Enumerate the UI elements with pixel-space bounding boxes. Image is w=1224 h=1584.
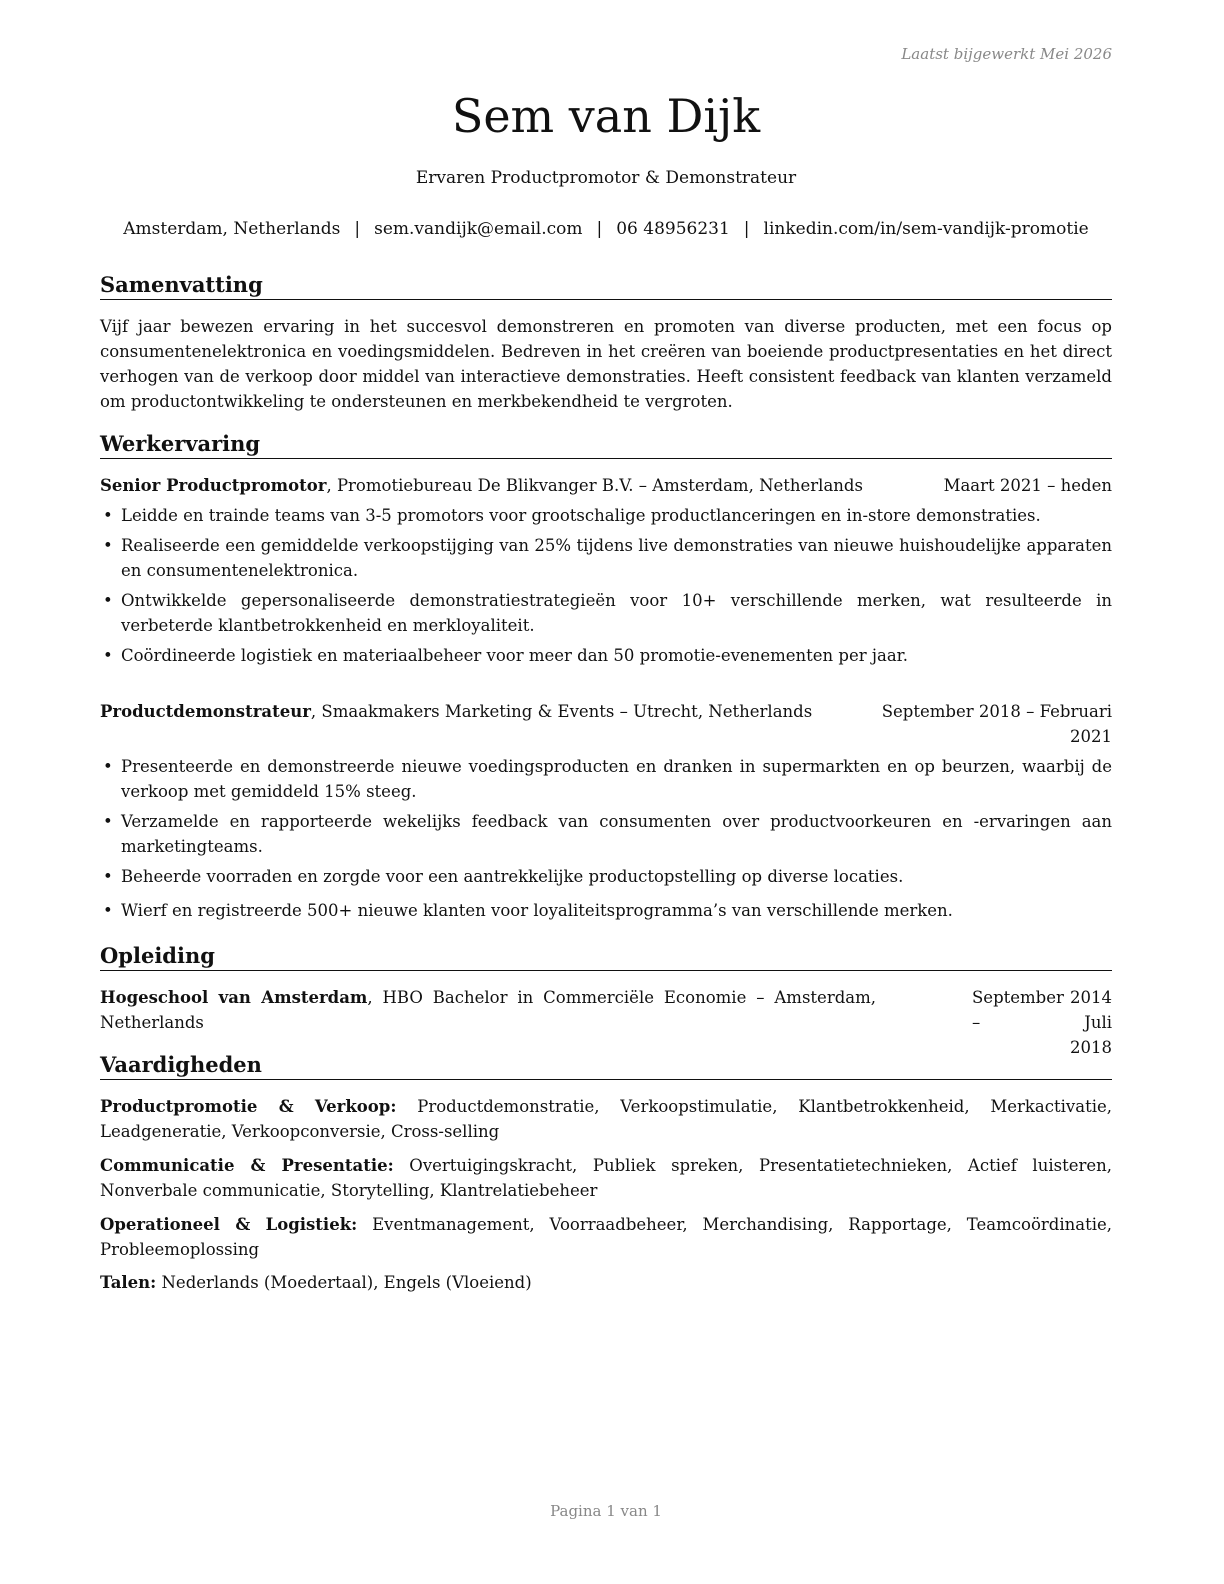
contact-separator: | [354,219,361,239]
skills-heading: Vaardigheden [100,1051,1112,1080]
skill-value: Overtuigingskracht, Publiek spreken, Presentatietechnieken, Actief luisteren, Nonverbale communicatie, Storytelling, Klantrelatiebeheer [100,1156,1113,1200]
job-company: , Smaakmakers Marketing & Events – Utrecht, Netherlands [310,702,813,721]
job-bullet: • Leidde en trainde teams van 3-5 promotors voor grootschalige productlanceringen en in-store demonstraties. [100,503,1112,528]
skill-label: Talen: [100,1273,157,1292]
contact-phone: 06 48956231 [616,219,730,239]
job-bullet: • Ontwikkelde gepersonaliseerde demonstratiestrategieën voor 10+ verschillende merken, wat resulteerde in verbeterde klantbetrokkenheid en merkloyaliteit. [100,588,1112,638]
job-bullet-list [100,754,1112,928]
education-heading: Opleiding [100,942,1112,971]
contact-separator: | [743,219,750,239]
skill-value: Eventmanagement, Voorraadbeheer, Merchandising, Rapportage, Teamcoördinatie, Probleemoplossing [100,1215,1112,1259]
bullet-icon: • [103,646,113,665]
bullet-icon: • [103,867,113,886]
skill-label: Productpromotie & Verkoop: [100,1097,397,1116]
resume-page [100,0,1112,1584]
job-bullet-list [100,503,1112,673]
skill-value: Nederlands (Moedertaal), Engels (Vloeiend) [156,1273,532,1292]
job-dates: Maart 2021 – heden [943,476,1112,495]
job-bullet: • Beheerde voorraden en zorgde voor een aantrekkelijke productopstelling op diverse locaties. [100,864,1112,889]
contact-linkedin[interactable]: linkedin.com/in/sem-vandijk-promotie [763,219,1089,239]
skill-group [100,1270,1112,1295]
skill-label: Operationeel & Logistiek: [100,1215,358,1234]
bullet-icon: • [103,757,113,776]
job-bullet: • Wierf en registreerde 500+ nieuwe klanten voor loyaliteitsprogramma’s van verschillende merken. [100,898,1112,923]
contact-email[interactable]: sem.vandijk@email.com [374,219,583,239]
bullet-icon: • [103,901,113,920]
job-bullet: • Realiseerde een gemiddelde verkoopstijging van 25% tijdens live demonstraties van nieuwe huishoudelijke apparaten en consumentenelektronica. [100,533,1112,583]
skill-label: Communicatie & Presentatie: [100,1156,394,1175]
last-updated: Laatst bijgewerkt Mei 2026 [901,45,1112,63]
job-dates: September 2018 – Februari 2021 [881,702,1112,746]
candidate-name: Sem van Dijk [451,89,761,143]
job-role: Senior Productpromotor [100,476,327,495]
skill-group [100,1153,1112,1203]
education-degree: , HBO Bachelor in Commerciële Economie – Amsterdam, Netherlands [100,988,876,1032]
skill-group [100,1212,1112,1262]
job-bullet: • Verzamelde en rapporteerde wekelijks feedback van consumenten over productvoorkeuren en -ervaringen aan marketingteams. [100,809,1112,859]
contact-separator: | [596,219,603,239]
skill-value: Productdemonstratie, Verkoopstimulatie, Klantbetrokkenheid, Merkactivatie, Leadgeneratie, Verkoopconversie, Cross-selling [100,1097,1112,1141]
job-role: Productdemonstrateur [100,702,311,721]
experience-heading: Werkervaring [100,430,1112,459]
job-company: , Promotiebureau De Blikvanger B.V. – Amsterdam, Netherlands [326,476,863,495]
bullet-icon: • [103,812,113,831]
job-bullet: • Coördineerde logistiek en materiaalbeheer voor meer dan 50 promotie-evenementen per jaar. [100,643,1112,668]
job-title-line [100,473,863,498]
summary-heading: Samenvatting [100,271,1112,300]
summary-text: Vijf jaar bewezen ervaring in het succesvol demonstreren en promoten van diverse producten, met een focus op consumentenelektronica en voedingsmiddelen. Bedreven in het creëren van boeiende productpresentaties en het direct verhogen van de verkoop door middel van interactieve demonstraties. Heeft consistent feedback van klanten verzameld om productontwikkeling te ondersteunen en merkbekendheid te vergroten. [100,317,1112,411]
education-dates: September 2014 – Juli 2018 [972,988,1112,1057]
education-details [100,985,876,1035]
bullet-icon: • [103,506,113,525]
bullet-icon: • [103,536,113,555]
education-school: Hogeschool van Amsterdam [100,988,368,1007]
candidate-title: Ervaren Productpromotor & Demonstrateur [415,168,797,188]
job-title-line [100,699,812,724]
skill-group [100,1094,1112,1144]
contact-location: Amsterdam, Netherlands [123,219,341,239]
contact-line [80,219,1132,239]
job-bullet: • Presenteerde en demonstreerde nieuwe voedingsproducten en dranken in supermarkten en op beurzen, waarbij de verkoop met gemiddeld 15% steeg. [100,754,1112,804]
page-number: Pagina 1 van 1 [550,1502,662,1520]
bullet-icon: • [103,591,113,610]
